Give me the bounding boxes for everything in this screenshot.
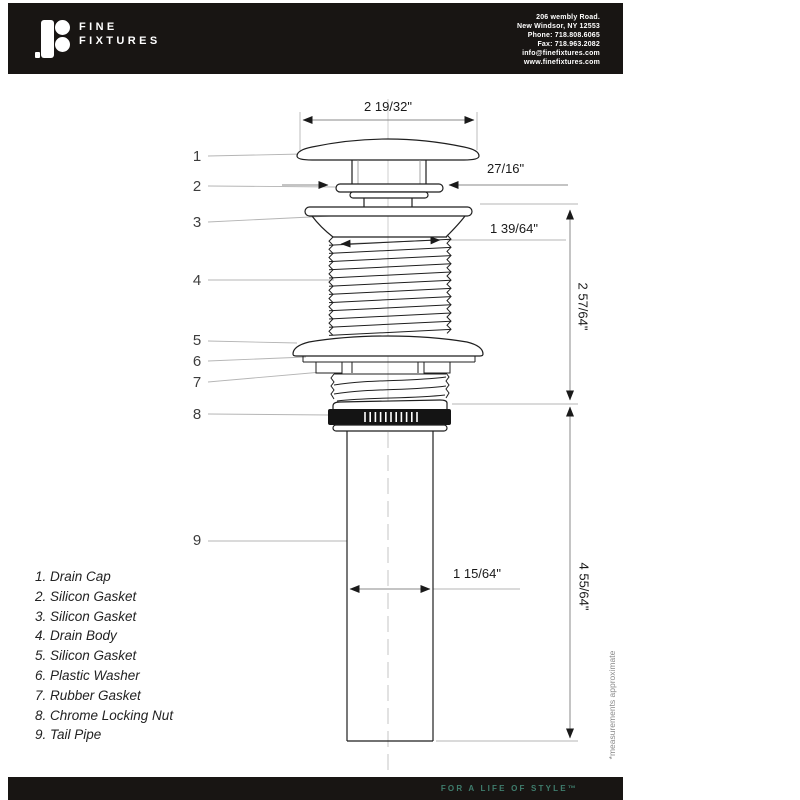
parts-list-item: 8. Chrome Locking Nut xyxy=(35,707,174,723)
callout-1: 1 xyxy=(192,148,202,165)
locking-nut-shape xyxy=(328,400,451,431)
dim-cap-width-label: 2 19/32" xyxy=(364,99,412,114)
brand-line1: FINE xyxy=(79,21,118,33)
cap-stem-shape xyxy=(352,160,426,185)
callout-8: 8 xyxy=(192,406,202,423)
callout-9: 9 xyxy=(192,532,202,549)
dim-gasket-width-label: 27/16" xyxy=(487,161,525,176)
callout-4: 4 xyxy=(192,272,202,289)
drain-body-threads-shape xyxy=(329,235,451,335)
callout-7: 7 xyxy=(192,374,202,391)
parts-list-item: 7. Rubber Gasket xyxy=(35,687,141,703)
rubber-gasket-shape xyxy=(331,373,449,401)
parts-list-item: 5. Silicon Gasket xyxy=(35,648,137,664)
plastic-washer-shape xyxy=(303,356,475,373)
callout-3: 3 xyxy=(192,214,202,231)
address-line: New Windsor, NY 12553 xyxy=(517,23,600,30)
parts-list-item: 9. Tail Pipe xyxy=(35,727,102,743)
callout-5: 5 xyxy=(192,332,202,349)
parts-list-item: 6. Plastic Washer xyxy=(35,667,140,683)
drain-cap-shape xyxy=(297,139,479,160)
measurements-note: *measurements approximate xyxy=(607,650,617,760)
dim-upper-height-label: 2 57/64" xyxy=(575,282,591,331)
parts-list xyxy=(35,567,173,745)
brand-line2: FIXTURES xyxy=(79,35,161,47)
callout-2: 2 xyxy=(192,178,202,195)
dim-thread-width-label: 1 39/64" xyxy=(490,221,538,236)
silicon-gasket-2-shape xyxy=(336,184,443,207)
tagline: FOR A LIFE OF STYLE™ xyxy=(440,784,578,793)
address-line: Phone: 718.808.6065 xyxy=(527,32,600,39)
tail-pipe-shape xyxy=(347,431,433,741)
parts-list-item: 2. Silicon Gasket xyxy=(35,588,137,604)
footer-bar xyxy=(8,777,623,800)
callout-6: 6 xyxy=(192,353,202,370)
silicon-gasket-5-shape xyxy=(293,336,483,356)
address-line: 206 wembly Road. xyxy=(536,14,600,21)
parts-list-item: 1. Drain Cap xyxy=(35,569,111,584)
parts-list-item: 3. Silicon Gasket xyxy=(35,608,137,624)
address-line: Fax: 718.963.2082 xyxy=(537,41,600,48)
parts-list-item: 4. Drain Body xyxy=(35,628,117,644)
address-line: info@finefixtures.com xyxy=(522,50,600,57)
dim-lower-height-label: 4 55/64" xyxy=(576,562,592,611)
dim-pipe-width-label: 1 15/64" xyxy=(453,566,501,581)
address-line: www.finefixtures.com xyxy=(523,59,600,66)
